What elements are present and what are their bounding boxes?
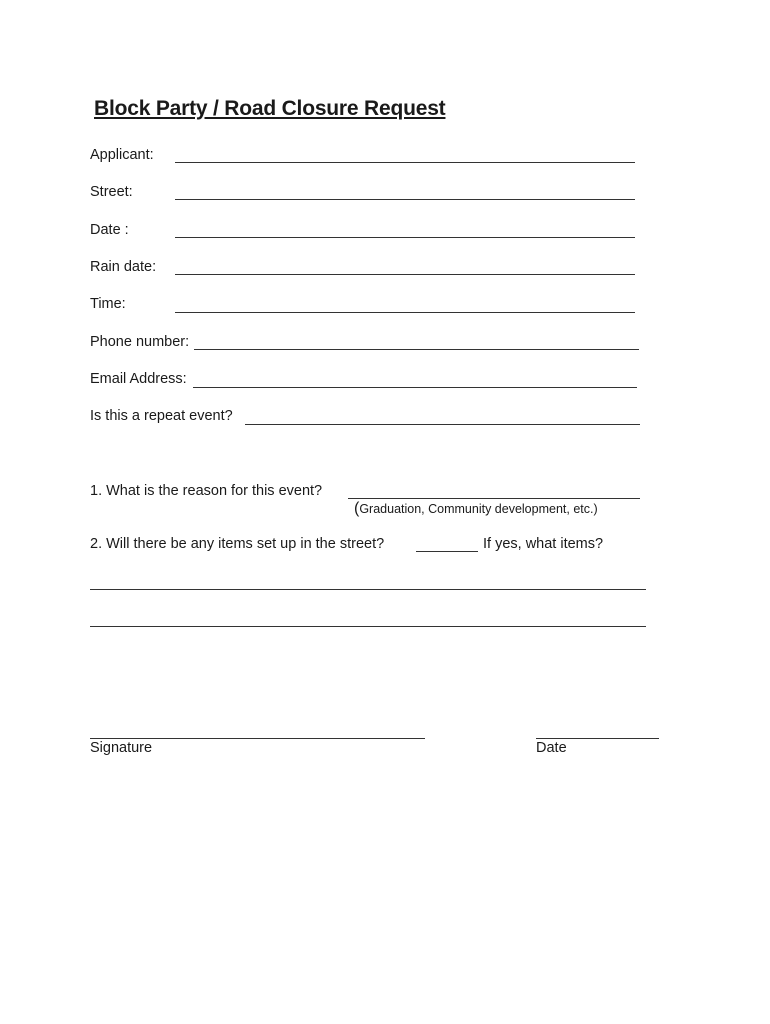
repeat-event-label: Is this a repeat event?	[90, 408, 233, 424]
applicant-label: Applicant:	[90, 147, 154, 163]
question-1-hint	[354, 500, 598, 518]
applicant-field[interactable]	[175, 162, 635, 163]
question-1-hint-paren: (	[354, 500, 360, 517]
repeat-event-field[interactable]	[245, 424, 640, 425]
phone-label: Phone number:	[90, 334, 190, 350]
question-2-items-line-2[interactable]	[90, 626, 646, 627]
signature-date-label: Date	[536, 740, 567, 756]
time-field[interactable]	[175, 312, 635, 313]
email-field[interactable]	[193, 387, 637, 388]
question-1-field[interactable]	[348, 498, 640, 499]
question-1-label: 1. What is the reason for this event?	[90, 483, 323, 499]
form-title: Block Party / Road Closure Request	[94, 97, 446, 120]
rain-date-label: Rain date:	[90, 259, 157, 275]
question-1-hint-text: Graduation, Community development, etc.)	[359, 502, 598, 516]
rain-date-field[interactable]	[175, 274, 635, 275]
phone-field[interactable]	[194, 349, 639, 350]
email-label: Email Address:	[90, 371, 187, 387]
question-2-yes-no-field[interactable]	[416, 551, 478, 552]
time-label: Time:	[90, 296, 126, 312]
signature-date-field[interactable]	[536, 738, 659, 739]
street-label: Street:	[90, 184, 133, 200]
street-field[interactable]	[175, 199, 635, 200]
date-label: Date :	[90, 222, 129, 238]
question-2-items-line-1[interactable]	[90, 589, 646, 590]
date-field[interactable]	[175, 237, 635, 238]
signature-label: Signature	[90, 740, 153, 756]
question-2-followup-label: If yes, what items?	[483, 536, 604, 552]
signature-field[interactable]	[90, 738, 425, 739]
question-2-label: 2. Will there be any items set up in the street?	[90, 536, 385, 552]
